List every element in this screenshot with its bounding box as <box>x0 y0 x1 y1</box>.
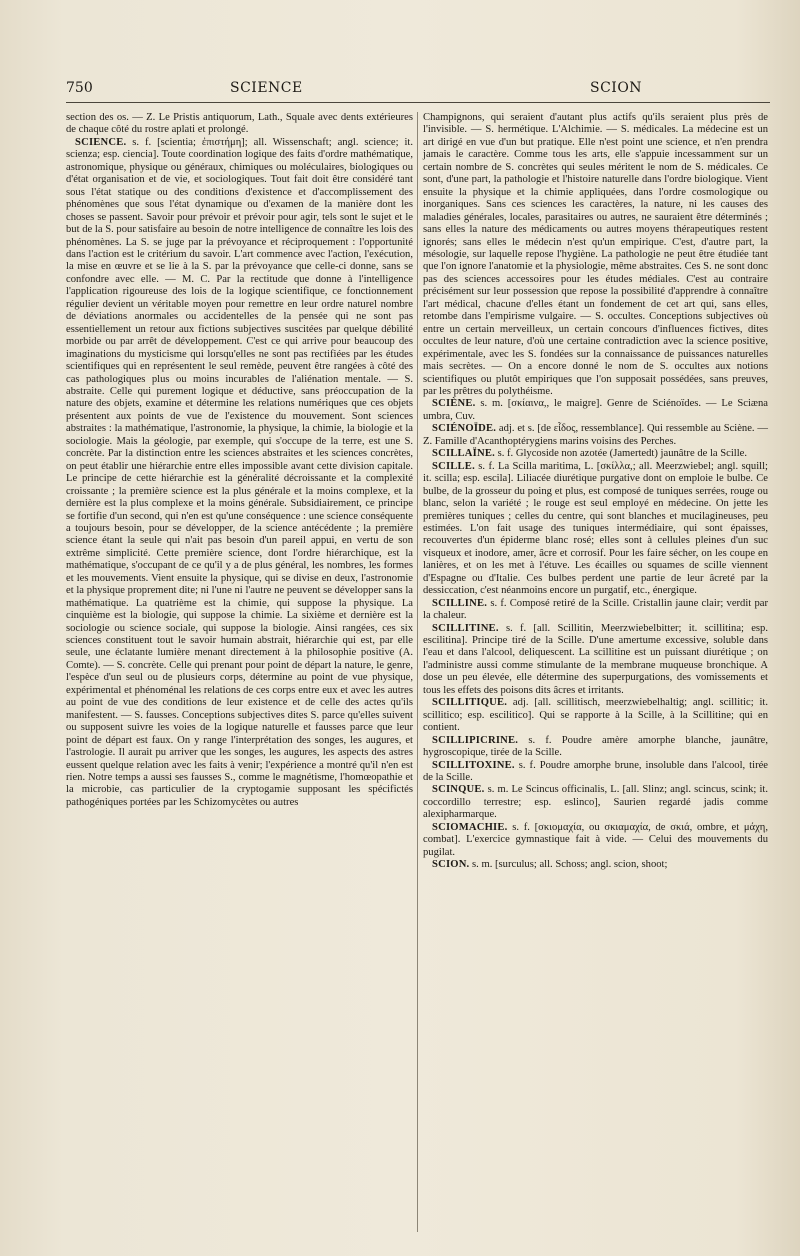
entry-text: adj. et s. [de εἶδος, ressemblance]. Qui ressemble au Sciène. — Z. Famille d'Acanthoptérygiens marins voisins des Perches. <box>423 423 768 447</box>
dictionary-entry <box>423 822 768 859</box>
dictionary-entry <box>423 623 768 698</box>
dictionary-entry <box>423 784 768 821</box>
right-column <box>423 112 768 872</box>
entry-text: s. f. Composé retiré de la Scille. Cristallin jaune clair; verdit par la chaleur. <box>423 597 768 622</box>
entry-text: s. m. Le Scincus officinalis, L. [all. Slinz; angl. scincus, scink; it. coccordillo terrestre; esp. eslinco], Saurien regardé jadis comme alexipharmarque. <box>423 784 768 821</box>
entry-headword: SCIOMACHIE. <box>432 821 508 833</box>
entry-text: s. m. [surculus; all. Schoss; angl. scion, shoot; <box>469 859 668 871</box>
right-running-title: SCION <box>590 80 643 96</box>
entry-text: s. f. Glycoside non azotée (Jamertedt) jaunâtre de la Scille. <box>494 448 748 460</box>
dictionary-entry <box>423 398 768 423</box>
header-rule <box>66 102 770 103</box>
entry-headword: SCIÉNOÏDE. <box>432 423 497 435</box>
entry-headword: SCILLITINE. <box>432 622 499 634</box>
dictionary-entry <box>66 137 413 809</box>
continued-paragraph <box>66 112 413 137</box>
column-divider <box>417 112 418 1232</box>
text-columns <box>66 112 776 1232</box>
entry-text: s. f. Poudre amère amorphe blanche, jaunâtre, hygroscopique, tirée de la Scille. <box>423 734 768 759</box>
dictionary-entry <box>423 461 768 598</box>
entry-headword: SCIÈNE. <box>432 398 476 410</box>
entry-headword: SCILLITOXINE. <box>432 759 515 771</box>
left-column <box>66 112 413 809</box>
entry-text: adj. [all. scillitisch, meerzwiebelhaltig; angl. scillitic; it. scillitico; esp. escilitico]. Qui se rapporte à la Scille, à la Scillitine; qui en contient. <box>423 697 768 734</box>
entry-headword: SCION. <box>432 859 470 871</box>
entry-headword: SCIENCE. <box>75 136 127 148</box>
entry-text: section des os. — Z. Le Pristis antiquorum, Lath., Squale avec dents extérieures de chaque côté du rostre aplati et prolongé. <box>66 112 413 136</box>
entry-headword: SCILLE. <box>432 460 475 472</box>
entry-text: s. f. [scientia; ἐπιστήμη]; all. Wissenschaft; angl. science; it. scienza; esp. ciencia]. Toute coordination logique des faits d'ordre mathématique, astronomique, physique ou généraux, chimiques ou moléculaires, biologiques ou d'état organisation et de vie, et sociologiques. Tout fait doit être considéré tant sous l'état statique ou des conditions d'existence et d'accomplissement des phénomènes que sous l'état dynamique ou d'examen de la manière dont les choses se passent. Savoir pour prévoir et prévoir pour agir, tels sont le sujet et le but de la S. pour satisfaire au besoin de notre intelligence de connaître les lois des phénomènes. La S. se juge par la prévoyance et réciproquement : l'opportunité dans l'action est le critérium du savoir. L'art commence avec l'action, l'exécution, la mise en œuvre et se lie à la S. par la prévoyance que celle-ci donne, sans se confondre avec elle. — M. C. Par la rectitude que donne à l'intelligence l'application rigoureuse des lois de la logique scientifique, ce fonctionnement régulier devient un véritable moyen pour remettre en leur ordre naturel nombre de déviations anormales ou accidentelles de la pensée qui ne sont pas essentiellement un retour aux fictions subjectives suscitées par quelque débilité morbide ou par arrêt de développement. C'est ce qui arrive pour beaucoup des imaginations du mysticisme qui lorsqu'elles ne sont pas rectifiées par les études scientifiques qui en représentent le seul remède, peuvent être rangées à côté des cas pathologiques plus ou moins incurables de l'aliénation mentale. — S. abstraite. Celle qui purement logique et déductive, sans préoccupation de la nature des objets, examine et détermine les relations numériques que ces objets présentent aux points de vue de l'existence du mouvement. Sont sciences abstraites : la mathématique, l'astronomie, la physique, la chimie, la biologie et la sociologie. Mais la géologie, par exemple, qui s'occupe de la terre, est une S. concrète. Par la distinction entre les sciences abstraites et les sciences concrètes, on peut établir une hiérarchie entre elles impossible avant cette division capitale. Le principe de cette hiérarchie est la généralité décroissante et la complexité croissante ; la première science est la plus générale et la moins complexe, et la dernière est la plus complexe et la moins générale. Subsidiairement, ce principe se fortifie d'un second, qui n'en est qu'une conséquence : une science conséquente a toujours besoin, pour se développer, de la science antécédente ; la première science étant la seule qui n'ait pas besoin d'un pareil appui, en vertu de son extrême simplicité. Cette première science, dont l'ordre hiérarchique, est la mathématique, s'occupant de ce qu'il y a de plus général, les nombres, les formes et les mouvements. Vient ensuite la physique, qui se divise en deux, l'astronomie et la physique proprement dite; ni l'une ni l'autre ne peuvent se développer sans la mathématique. La quatrième est la chimie, qui suppose la physique. La cinquième est la biologie, qui suppose la chimie. La sixième et dernière est la sociologie ou science sociale, qui suppose la biologie. Ainsi rangées, ces six sciences constituent tout le savoir humain abstrait, hiérarchie qui est, par elle seule, une éclatante lumière menant directement à la philosophie positive (A. Comte). — S. concrète. Celle qui prenant pour point de départ la nature, le genre, l'espèce d'un seul ou de plusieurs corps, détermine au point de vue physique, expérimental et phénoménal les relations de ces corps entre eux et avec les autres au point de vue des conditions de leur existence et de celle des actes qu'ils manifestent. — S. fausses. Conceptions subjectives dites S. parce qu'elles suivent ou supposent suivre les voies de la logique naturelle et fausses parce que leur point de départ est faux. On y range l'interprétation des songes, les augures, et l'astrologie. Il aurait pu arriver que les songes, les augures, les aspects des astres eussent quelque relation avec les faits à venir; l'expérience a montré qu'il n'en est rien. Notre temps a aussi ses fausses S., comme le magnétisme, l'homœopathie et la microbie, cas particulier de la cryptogamie supposant les spécifictés pathogéniques portées par les Schizomycètes ou autres <box>66 136 413 808</box>
dictionary-entry <box>423 760 768 785</box>
entry-headword: SCILLITIQUE. <box>432 697 508 709</box>
entry-headword: SCINQUE. <box>432 784 485 796</box>
entry-headword: SCILLIPICRINE. <box>432 734 519 746</box>
entry-headword: SCILLINE. <box>432 597 488 609</box>
running-header <box>66 80 770 102</box>
dictionary-entry <box>423 859 768 871</box>
dictionary-entry <box>423 423 768 448</box>
continued-paragraph <box>423 112 768 398</box>
left-running-title: SCIENCE <box>230 80 303 96</box>
page-number: 750 <box>66 80 93 96</box>
dictionary-entry <box>423 697 768 734</box>
dictionary-entry <box>423 598 768 623</box>
dictionary-entry <box>423 448 768 460</box>
entry-text: s. f. [σκιομαχία, ou σκιαμαχία, de σκιά, ombre, et μάχη, combat]. L'exercice gymnastique fait à vide. — Celui des mouvements du pugilat. <box>423 821 768 858</box>
entry-text: s. f. Poudre amorphe brune, insoluble dans l'alcool, tirée de la Scille. <box>423 759 768 784</box>
entry-text: s. m. [σκίαινα,, le maigre]. Genre de Sciénoïdes. — Le Sciæna umbra, Cuv. <box>423 398 768 422</box>
entry-text: s. f. [all. Scillitin, Meerzwiebelbitter; it. scillitina; esp. escilitina]. Principe tiré de la Scille. D'une amertume excessive, soluble dans l'eau et dans l'alcool, deliquescent. La scillitine est un puissant diurétique ; on l'administre aussi comme stimulante de la membrane muqueuse bronchique. A dose un peu élevée, elle détermine des superpurgations, des vomissements et tous les effets des poisons dits âcres et irritants. <box>423 622 768 696</box>
entry-text: Champignons, qui seraient d'autant plus actifs qu'ils seraient plus près de l'invisible. — S. hermétique. L'Alchimie. — S. médicales. La médecine est un art dirigé en vue d'un but pratique. Elle n'est point une science, et n'en prendra jamais le caractère. Comme tous les arts, elle s'appuie incessamment sur un certain nombre de S. concrètes qui seules méritent le nom de S. médicales. Ce sont, d'une part, la pathologie et l'histoire naturelle dans l'ordre biologique. Vient ensuite la physique et la chimie appliquées, dans l'ordre cosmologique ou inorganiques. Sans ces sciences les caractères, la nature, ni les causes des maladies générales, locales, parasitaires ou autres, ne sauraient être déterminés ; sans elles la nature des médicaments ou autres moyens thérapeutiques restent ignorés; sans elles le médecin n'est qu'un empirique. C'est, d'autre part, la mésologie, sur laquelle repose l'hygiène. La pathologie ne peut être étudiée tant que l'on ignore l'anatomie et la physiologie, même abstraites. Ces S. ne sont donc pas des sciences accessoires pour les études médiales. C'est au contraire précisément sur leur possession que repose la possibilité d'apprendre à connaître l'art médical, chacune d'elles étant un fondement de cet art qui, sans elles, retombe dans l'empirisme vulgaire. — S. occultes. Conceptions subjectives où entre un certain merveilleux, un certain concours d'influences fictives, dites occultes de leur nature, d'où une certaine contradiction avec la science positive, expérimentale, avec les S. fondées sur la connaissance de puissances naturelles mais secrètes. — On a encore donné le nom de S. occultes aux notions scientifiques ou plutôt empiriques que l'on supposait possédées, sans preuves, par les prêtres du polythéisme. <box>423 112 768 397</box>
dictionary-entry <box>423 735 768 760</box>
entry-text: s. f. La Scilla maritima, L. [σκίλλα,; all. Meerzwiebel; angl. squill; it. scilla; esp. escila]. Liliacée diurétique purgative dont on emploie le bulbe. Ce bulbe, de la grosseur du poing et plus, est composé de tuniques serrées, rouge ou blanc, selon la variété ; le rouge est seul employé en médecine. On jette les premières tuniques ; celles du centre, qui sont blanches et mucilagineuses, peu estimées. L'on fait usage des tuniques intermédiaire, qui sont épaisses, recouvertes d'un épiderme blanc rosé; elles sont à cellules pleines d'un suc visqueux et inodore, amer, âcre et corrosif. Pour les faire sécher, on les coupe en lanières, et on les met à l'étuve. Les écailles ou squames de scille viennent d'Espagne ou d'Italie. Ces bulbes perdent une partie de leur âcreté par la dessiccation, c'est néanmoins encore un purgatif, etc., énergique. <box>423 460 768 597</box>
entry-headword: SCILLAÏNE. <box>432 448 495 460</box>
